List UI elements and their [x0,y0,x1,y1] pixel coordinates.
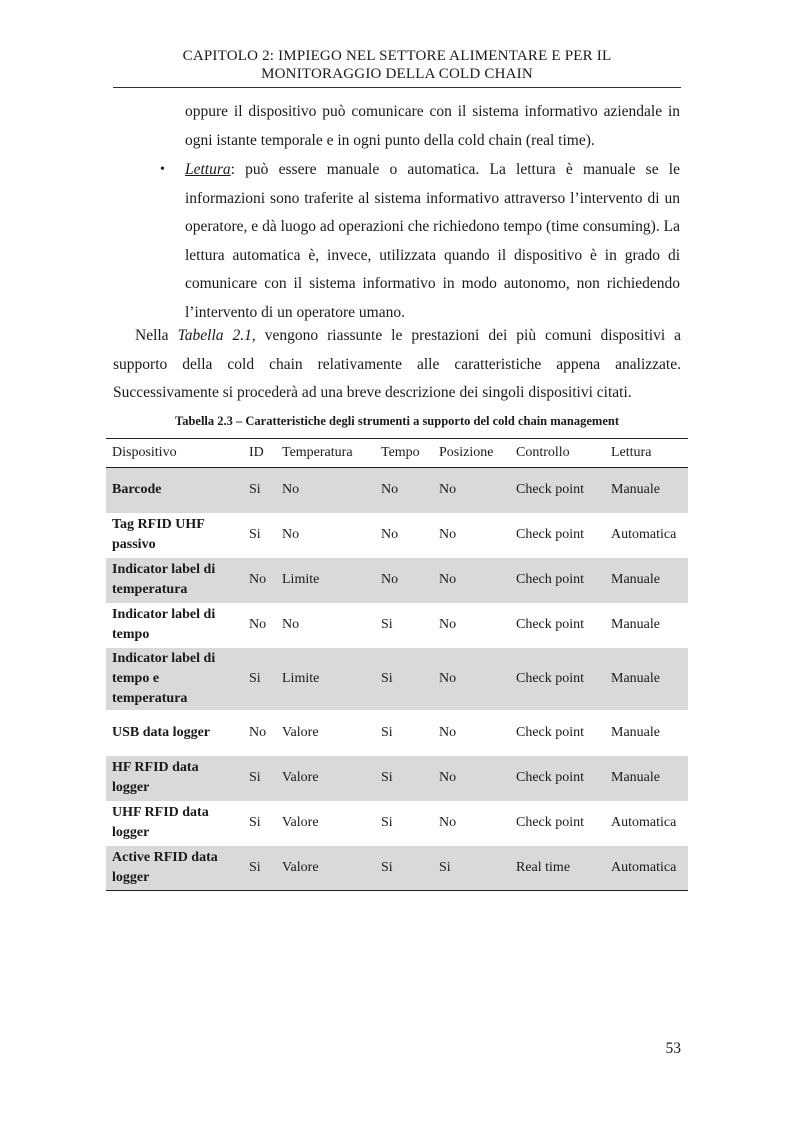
cell-controllo: Check point [510,468,605,513]
running-header [113,47,681,83]
cell-posizione: No [433,756,510,801]
cell-tempo: Si [375,648,433,710]
header-line-1: CAPITOLO 2: IMPIEGO NEL SETTORE ALIMENTARE E PER IL [182,48,612,64]
cell-controllo: Check point [516,815,585,830]
cell-id: No [243,558,276,603]
cell-posizione: No [439,724,457,740]
cell-posizione: No [433,468,510,513]
cell-controllo: Check point [516,617,585,632]
header-line-2: MONITORAGGIO DELLA COLD CHAIN [261,66,533,82]
cell-device: Active RFID data logger [106,846,243,891]
cell-tempo: Si [381,617,393,632]
cell-temperatura: No [282,617,300,632]
cell-tempo: No [381,527,399,542]
cell-id: Si [243,648,276,710]
cell-device: HF RFID data logger [106,756,243,801]
cell-device: Indicator label di temperatura [106,558,243,603]
cell-posizione: No [433,558,510,603]
cell-posizione: No [439,815,457,830]
cell-temperatura: No [282,527,300,542]
col-header-lettura: Lettura [605,439,688,468]
table-reference: Tabella 2.1 [177,327,252,344]
cell-lettura: Manuale [605,648,688,710]
col-header-id: ID [243,439,276,468]
cell-id: No [249,724,267,740]
table-row [106,468,688,513]
paragraph-table-intro [113,322,681,408]
bullet-icon: • [160,162,165,177]
cell-device: USB data logger [112,724,210,740]
cell-tempo: Si [375,756,433,801]
table-row [106,846,688,891]
cell-lettura: Manuale [611,617,660,632]
cell-controllo: Check point [516,527,585,542]
cell-tempo: No [375,468,433,513]
cell-lettura: Automatica [611,527,677,542]
cell-device: UHF RFID data logger [112,805,209,840]
para3-start: Nella [135,327,178,344]
table-row [106,710,688,756]
col-header-posizione: Posizione [433,439,510,468]
cell-posizione: No [439,617,457,632]
cell-controllo: Real time [510,846,605,891]
col-header-temperatura: Temperatura [276,439,375,468]
cell-posizione: Si [433,846,510,891]
cell-device: Indicator label di tempo e temperatura [106,648,243,710]
cell-temperatura: Valore [276,756,375,801]
cell-lettura: Automatica [611,815,677,830]
cell-id: Si [243,846,276,891]
col-header-tempo: Tempo [375,439,433,468]
cell-lettura: Manuale [605,558,688,603]
cell-temperatura: Valore [282,815,319,830]
paragraph-continuation: oppure il dispositivo può comunicare con il sistema informativo aziendale in ogni istante temporale e in ogni punto della cold chain (real time). [185,103,680,149]
cell-id: Si [243,468,276,513]
table-row [106,558,688,603]
cell-controllo: Check point [510,648,605,710]
cell-id: No [249,617,267,632]
cell-id: Si [243,756,276,801]
cell-tempo: Si [375,846,433,891]
cell-id: Si [249,527,261,542]
cell-device: Tag RFID UHF passivo [112,517,205,552]
para3-rest: , vengono riassunte le prestazioni dei più comuni dispositivi a supporto della cold chain relativamente alle caratteristiche appena analizzate. Successivamente si procederà ad una breve descrizione dei singoli dispositivi citati. [113,327,681,401]
cell-posizione: No [433,648,510,710]
devices-table [106,438,688,891]
cell-controllo: Check point [510,756,605,801]
table-row [106,801,688,846]
col-header-controllo: Controllo [510,439,605,468]
table-caption: Tabella 2.3 – Caratteristiche degli strumenti a supporto del cold chain management [175,414,619,428]
bullet-text: : può essere manuale o automatica. La lettura è manuale se le informazioni sono traferite al sistema informativo attraverso l’intervento di un operatore, e dà luogo ad operazioni che richiedono tempo (time consuming). La lettura automatica è, invece, utilizzata quando il dispositivo è in grado di comunicare con il sistema informativo in modo autonomo, non richiedendo l’intervento di un operatore umano. [185,161,680,321]
cell-device: Barcode [106,468,243,513]
header-rule [113,87,681,88]
cell-lettura: Manuale [605,468,688,513]
cell-lettura: Manuale [611,724,660,740]
cell-controllo: Chech point [510,558,605,603]
table-row [106,648,688,710]
cell-temperatura: Limite [276,558,375,603]
cell-tempo: Si [381,815,393,830]
cell-lettura: Automatica [605,846,688,891]
cell-id: Si [249,815,261,830]
cell-temperatura: No [276,468,375,513]
page-number: 53 [665,1040,681,1057]
table-row [106,513,688,558]
cell-tempo: No [375,558,433,603]
cell-temperatura: Limite [276,648,375,710]
cell-tempo: Si [381,724,393,740]
cell-temperatura: Valore [282,724,319,740]
cell-posizione: No [439,527,457,542]
cell-lettura: Manuale [605,756,688,801]
col-header-dispositivo: Dispositivo [106,439,243,468]
table-header-row [106,439,688,468]
table-row [106,756,688,801]
bullet-term: Lettura [185,161,231,178]
table-row [106,603,688,648]
cell-controllo: Check point [516,724,585,740]
bullet-paragraph-lettura [185,156,680,327]
cell-temperatura: Valore [276,846,375,891]
cell-device: Indicator label di tempo [112,607,216,642]
